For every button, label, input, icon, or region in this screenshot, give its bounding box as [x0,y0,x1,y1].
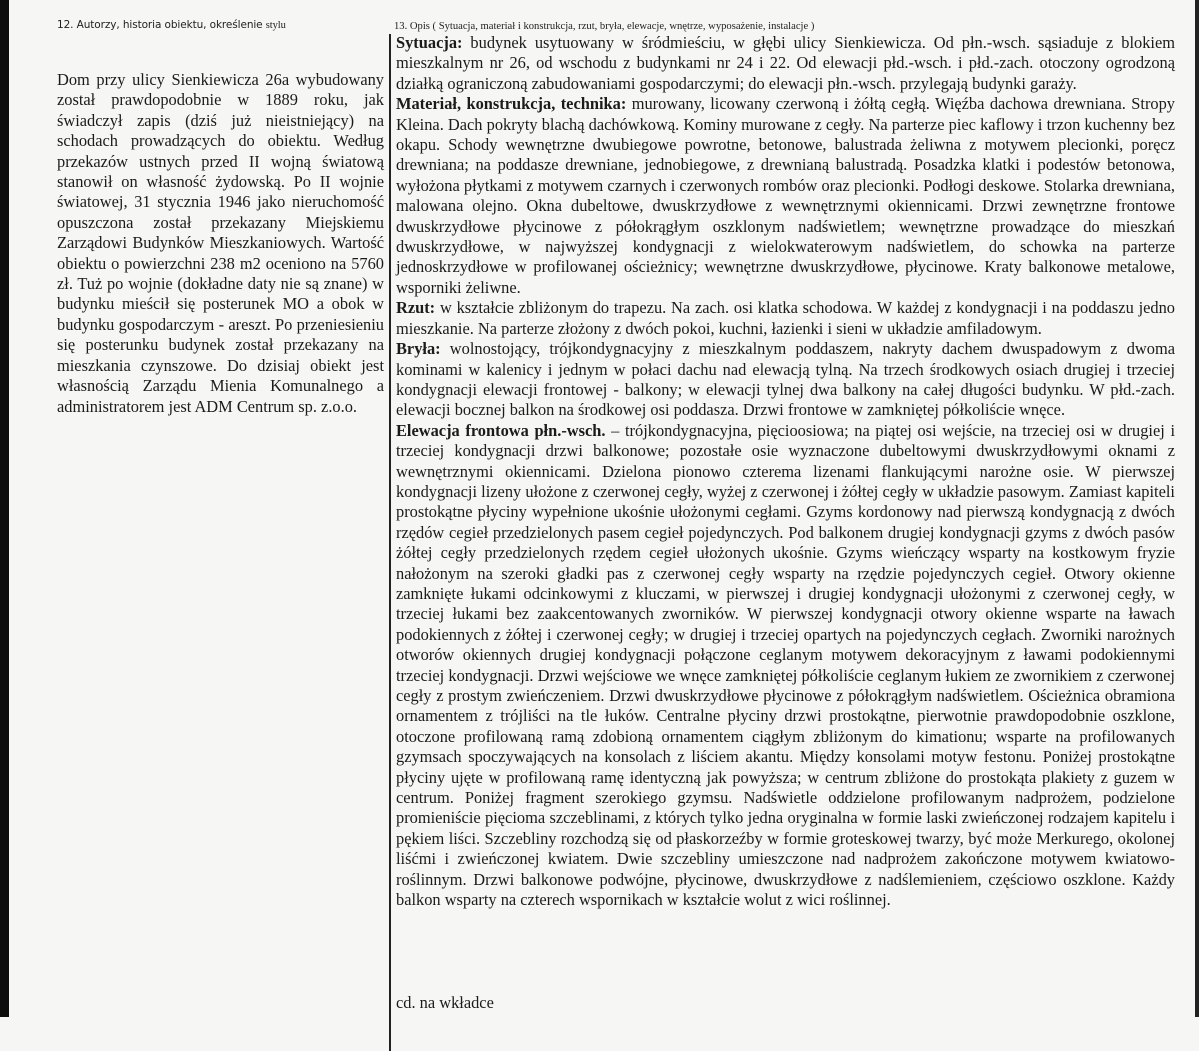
section-label: Elewacja frontowa płn.-wsch. [396,420,606,440]
section-label: Materiał, konstrukcja, technika: [396,94,627,114]
section-12-heading-main: 12. Autorzy, historia obiektu, określenie [57,19,263,31]
column-divider [389,34,391,1051]
section-material [396,94,1175,298]
section-text: w kształcie zbliżonym do trapezu. Na zach. osi klatka schodowa. W każdej z kondygnacji i na poddaszu jedno mieszkanie. Na parterze złożony z dwóch pokoi, kuchni, łazienki i sieni w układzie amfiladowym. [396,298,1175,338]
description-column [396,0,1176,1017]
section-text: – trójkondygnacyjna, pięcioosiowa; na piątej osi wejście, na trzeciej osi w drugiej i trzeciej kondygnacji drzwi balkonowe; pozostałe osie wyznaczone dubeltowymi dwuskrzydłowymi oknami z wewnętrznymi okiennicami. Dzielona pionowo czterema lizenami flankującymi narożne osie. W pierwszej kondygnacji lizeny ułożone z czerwonej cegły, wyżej z czerwonej i żółtej cegły w układzie pasowym. Zamiast kapiteli prostokątne płyciny wypełnione ukośnie ułożonymi cegłami. Gzyms kordonowy nad pierwszą kondygnacją z dwóch rzędów cegieł przedzielonych pasem cegieł pojedynczych. Pod balkonem drugiej kondygnacji gzyms z dwóch pasów żółtej cegły przedzielonych rzędem cegieł ułożonych ukośnie. Gzyms wieńczący wsparty na kostkowym fryzie nałożonym na szeroki gładki pas z czerwonej cegły wsparty na rzędzie pojedynczych cegieł. Otwory okienne zamknięte łukami odcinkowymi z kluczami, w pierwszej i drugiej kondygnacji ułożonymi z czerwonej cegły, w trzeciej łukami bez zaakcentowanych zworników. W pierwszej kondygnacji otwory okienne wsparte na ławach podokiennych z żółtej i czerwonej cegły; w drugiej i trzeciej opartych na pojedynczych cegłach. Zworniki narożnych otworów okiennych drugiej kondygnacji połączone ceglanym motywem dekoracyjnym z ławami podokiennymi trzeciej kondygnacji. Drzwi wejściowe we wnęce zamkniętej półkoliście ceglanym łukiem ze zwornikiem z czerwonej cegły z prostym zwieńczeniem. Drzwi dwuskrzydłowe płycinowe z półokrągłym nadświetlem. Ościeżnica obramiona ornamentem z trójliści na tle łuków. Centralne płyciny drzwi prostokątne, pierwotnie prawdopodobnie oszklone, otoczone profilowaną ramą zdobioną ornamentem ciągłym zbliżonym do kimationu; wsparte na profilowanych gzymsach spoczywających na konsolach z liściem akantu. Między konsolami motyw festonu. Poniżej prostokątne płyciny ujęte w profilowaną ramę identyczną jak powyższa; w centrum zbliżone do prostokąta plakiety z guzem w centrum. Poniżej fragment szerokiego gzymsu. Nadświetle oddzielone profilowanym nadprożem, podzielone promieniście pięcioma szczeblinami, z których tylko jedna oryginalna w formie laski zwieńczonej rodzajem kapitelu i pękiem liści. Szczebliny rozchodzą się od płaskorzeźby w formie groteskowej twarzy, być może Merkurego, okolonej liśćmi i zwieńczonej kwiatem. Dwie szczebliny umieszczone nad nadprożem zakończone motywem kwiatowo-roślinnym. Drzwi balkonowe podwójne, płycinowe, dwuskrzydłowe z nadślemieniem, częściowo oszklone. Każdy balkon wsparty na czterech wspornikach w kształcie wolut z wici roślinnej. [396,420,1175,910]
scan-right-edge [1195,0,1199,1017]
section-label: Rzut: [396,298,436,318]
scan-left-edge [0,0,9,1017]
continued-note: cd. na wkładce [396,993,494,1012]
history-text: Dom przy ulicy Sienkiewicza 26a wybudowany został prawdopodobnie w 1889 roku, jak świadczył zapis (dziś już nieistniejący) na schodach prowadzących do obiektu. Według przekazów ustnych przed II wojną światową stanowił on własność żydowską. Po II wojnie światowej, 31 stycznia 1946 jako nieruchomość opuszczona został przekazany Miejskiemu Zarządowi Budynków Mieszkaniowych. Wartość obiektu o powierzchni 238 m2 oceniono na 5760 zł. Tuż po wojnie (dokładne daty nie są znane) w budynku mieścił się posterunek MO a obok w budynku gospodarczym - areszt. Po przeniesieniu się posterunku budynek został przekazany na mieszkania czynszowe. Do dzisiaj obiekt jest własnością Zarządu Mienia Komunalnego a administratorem jest ADM Centrum sp. z.o.o. [57,70,384,416]
section-bryla [396,339,1175,421]
section-text: murowany, licowany czerwoną i żółtą cegłą. Więźba dachowa drewniana. Stropy Kleina. Dach pokryty blachą dachówkową. Kominy murowane z cegły. Na parterze piec kaflowy i trzon kuchenny bez okapu. Schody wewnętrzne dwubiegowe powrotne, betonowe, balustrada żeliwna z motywem plecionki, poręcz drewniana; na poddasze drewniane, jednobiegowe, z drewnianą balustradą. Posadzka klatki i podestów betonowa, wyłożona płytkami z motywem czarnych i czerwonych rombów oraz plecionki. Podłogi deskowe. Stolarka drewniana, malowana olejno. Okna dubeltowe, dwuskrzydłowe z wewnętrznymi okiennicami. Drzwi zewnętrzne frontowe dwuskrzydłowe płycinowe z półokrągłym oszklonym nadświetlem; wewnętrzne prowadzące do mieszkań dwuskrzydłowe, w najwyższej kondygnacji z wielokwaterowym nadświetlem, do schowka na parterze jednoskrzydłowe w profilowanej ościeżnicy; wewnętrzne dwuskrzydłowe, płycinowe. Kraty balkonowe metalowe, wsporniki żeliwne. [396,94,1175,297]
description-text [396,33,1175,910]
section-elewacja-frontowa [396,421,1175,911]
section-label: Bryła: [396,339,441,359]
section-12-heading-tail: stylu [265,20,286,31]
history-column [57,0,387,1017]
section-12-heading [57,19,286,31]
section-label: Sytuacja: [396,33,463,52]
section-rzut [396,298,1175,339]
section-text: budynek usytuowany w śródmieściu, w głębi ulicy Sienkiewicza. Od płn.-wsch. sąsiaduje z blokiem mieszkalnym nr 26, od wschodu z budynkami nr 24 i 22. Od elewacji płd.-wsch. i płd.-zach. otoczony ogrodzoną działką ograniczoną zabudowaniami gospodarczymi; do elewacji płn.-wsch. przylegają budynki garaży. [396,33,1175,93]
section-text: wolnostojący, trójkondygnacyjny z mieszkalnym poddaszem, nakryty dachem dwuspadowym z dwoma kominami w kalenicy i jednym w połaci dachu nad elewacją tylną. Na trzech środkowych osiach drugiej i trzeciej kondygnacji elewacji frontowej - balkony; w elewacji tylnej dwa balkony na całej długości budynku. W płd.-zach. elewacji bocznej balkon na środkowej osi poddasza. Drzwi frontowe w zamkniętej półkoliście wnęce. [396,339,1175,420]
section-sytuacja [396,33,1175,94]
section-13-heading: 13. Opis ( Sytuacja, materiał i konstrukcja, rzut, bryła, elewacje, wnętrze, wyposażenie, instalacje ) [394,21,815,32]
